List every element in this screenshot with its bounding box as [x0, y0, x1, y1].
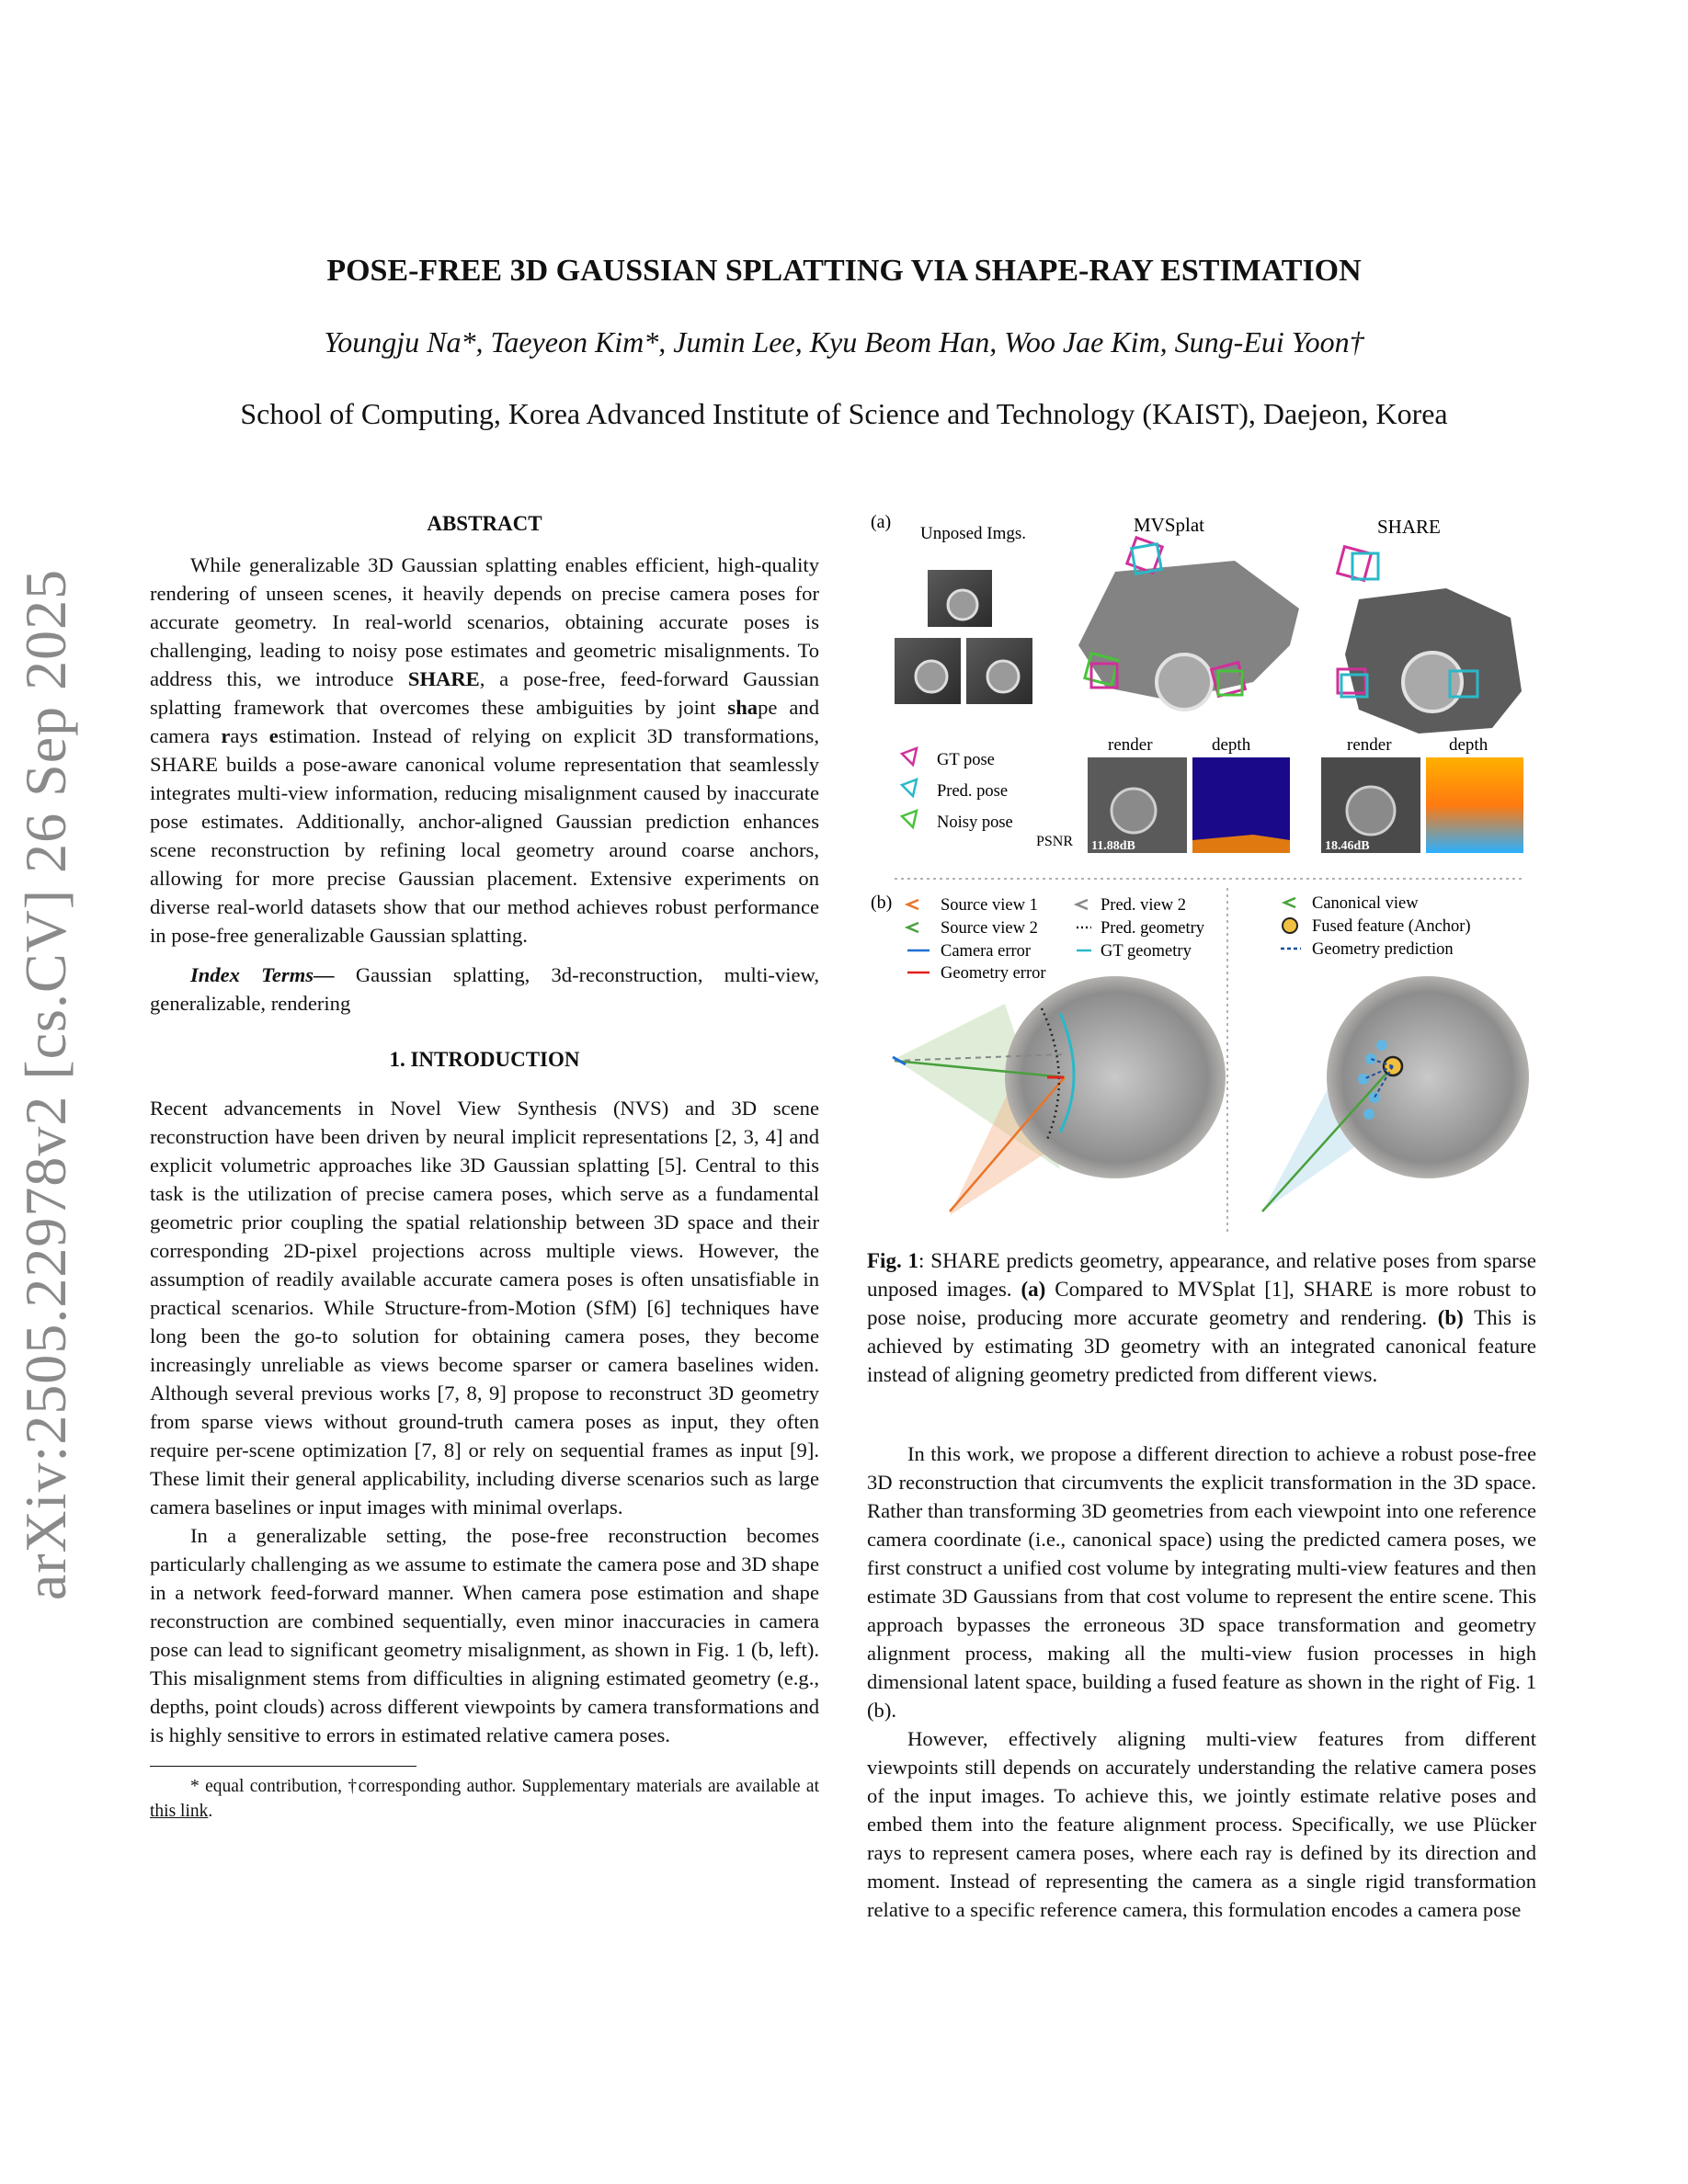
- fused-feature-label: Fused feature (Anchor): [1312, 917, 1471, 936]
- geometry-prediction-label: Geometry prediction: [1312, 940, 1454, 959]
- noisy-pose-legend: [902, 811, 1013, 832]
- canonical-view-icon: [1284, 898, 1295, 907]
- svg-text:Noisy pose: Noisy pose: [937, 813, 1013, 832]
- figure-caption: Fig. 1: SHARE predicts geometry, appearance, and relative poses from sparse unposed images. (a) Compared to MVSplat [1], SHARE is more robust to pose noise, producing more accurate geometry and rendering. (b) This is achieved by estimating 3D geometry with an integrated canonical feature instead of aligning geometry predicted from different views.: [867, 1249, 1537, 1386]
- share-label: SHARE: [1377, 516, 1441, 538]
- canonical-illustration: [1262, 976, 1529, 1211]
- intro-paragraph-2: In a generalizable setting, the pose-free reconstruction becomes particularly challenging as we assume to estimate the camera pose and 3D shape in a network feed-forward manner. When camera pose estimation and shape reconstruction are combined sequentially, even minor inaccuracies in camera pose can lead to significant geometry misalignment, as shown in Fig. 1 (b, left). This misalignment stems from difficulties in aligning estimated geometry (e.g., depths, point clouds) across different viewpoints by camera transformations and is highly sensitive to errors in estimated relative camera poses.: [150, 1524, 819, 1746]
- share-psnr: 18.46dB: [1325, 839, 1370, 853]
- paper-title: POSE-FREE 3D GAUSSIAN SPLATTING VIA SHAPE-RAY ESTIMATION: [326, 254, 1362, 288]
- psnr-label: PSNR: [1036, 834, 1074, 849]
- right-paragraph-2: However, effectively aligning multi-view features from different viewpoints still depends on accurately understanding the relative camera poses of the input images. To achieve this, we jointly estimate relative poses and embed them into the feature alignment process. Specifically, we use Plücker rays to represent camera poses, where each ray is defined by its direction and moment. Instead of representing the camera as a single rigid transformation relative to a specific reference camera, this formulation encodes a camera pose: [867, 1727, 1536, 1921]
- canonical-view-label: Canonical view: [1312, 894, 1419, 913]
- share-depth: [1426, 757, 1523, 853]
- abstract-text: While generalizable 3D Gaussian splatting enables efficient, high-quality rendering of unseen scenes, it heavily depends on precise camera poses for accurate geometry. In real-world scenarios, obtaining accurate poses is challenging, leading to noisy pose estimates and geometric misalignments. To address this, we introduce SHARE, a pose-free, feed-forward Gaussian splatting framework that overcomes these ambiguities by joint shape and camera rays estimation. Instead of relying on explicit 3D transformations, SHARE builds a pose-aware canonical volume representation that seamlessly integrates multi-view information, reducing misalignment caused by inaccurate pose estimates. Additionally, anchor-aligned Gaussian prediction enhances scene reconstruction by refining local geometry around coarse anchors, allowing for more precise Gaussian placement. Extensive experiments on diverse real-world datasets show that our method achieves robust performance in pose-free generalizable Gaussian splatting.: [150, 553, 820, 947]
- index-terms: Index Terms— Gaussian splatting, 3d-reconstruction, multi-view, generalizable, rendering: [150, 963, 819, 1015]
- supplementary-link[interactable]: this link: [150, 1802, 209, 1821]
- gt-geometry-label: GT geometry: [1101, 942, 1192, 961]
- share-reconstruction: [1338, 547, 1522, 734]
- render-label-share: render: [1347, 735, 1392, 755]
- right-paragraph-1: In this work, we propose a different direction to achieve a robust pose-free 3D reconstruction that circumvents the explicit transformation in the 3D space. Rather than transforming 3D geometries from each viewpoint into one reference camera coordinate (i.e., canonical space) using the predicted camera poses, we first construct a unified cost volume by integrating multi-view features and then estimate 3D Gaussians from that cost volume to represent the entire scene. This approach bypasses the erroneous 3D space transformation and geometry alignment process, making all the multi-view fusion processes in high dimensional latent space, building a fused feature as shown in the right of Fig. 1 (b).: [867, 1442, 1536, 1722]
- figure-1: [867, 507, 1536, 1243]
- panel-b-label: (b): [871, 893, 893, 913]
- camera-error-label: Camera error: [941, 942, 1032, 961]
- unposed-images-label: Unposed Imgs.: [920, 524, 1027, 543]
- depth-label-share: depth: [1449, 735, 1488, 755]
- misalignment-illustration: [893, 976, 1226, 1215]
- geometry-error-label: Geometry error: [941, 964, 1046, 983]
- unposed-image-right: [966, 638, 1032, 704]
- source-view-1-label: Source view 1: [941, 896, 1038, 915]
- footnote-rule: [150, 1766, 416, 1767]
- source-view-2-icon: [907, 923, 918, 932]
- mvsplat-reconstruction: [1078, 538, 1299, 710]
- panel-a-label: (a): [871, 512, 892, 532]
- mvsplat-label: MVSplat: [1134, 514, 1205, 536]
- left-column: [150, 509, 819, 1824]
- unposed-image-left: [895, 638, 961, 704]
- mvsplat-render: [1088, 757, 1187, 853]
- arxiv-identifier: arXiv:2505.22978v2 [cs.CV] 26 Sep 2025: [13, 568, 78, 1601]
- figure-1-graphic: [867, 507, 1536, 1243]
- intro-paragraph-1: Recent advancements in Novel View Synthesis (NVS) and 3D scene reconstruction have been driven by neural implicit representations [2, 3, 4] and explicit volumetric approaches like 3D Gaussian splatting [5]. Central to this task is the utilization of precise camera poses, which serve as a fundamental geometric prior coupling the spatial relationship between 3D space and their corresponding 2D-pixel projections across multiple views. However, the assumption of readily available accurate camera poses is often unsatisfiable in practical scenarios. While Structure-from-Motion (SfM) [6] techniques have long been the go-to solution for obtaining camera poses, they become increasingly unreliable as views become sparser or camera baselines widen. Although several previous works [7, 8, 9] propose to reconstruct 3D geometry from sparse views without ground-truth camera poses as input, they often require per-scene optimization [7, 8] or rely on sequential frames as input [9]. These limit their general applicability, including diverse scenarios such as large camera baselines or input images with minimal overlaps.: [150, 1097, 819, 1519]
- render-label-mvsplat: render: [1108, 735, 1153, 755]
- abstract-heading: ABSTRACT: [427, 512, 542, 535]
- source-view-1-icon: [907, 900, 918, 909]
- intro-heading: 1. INTRODUCTION: [389, 1048, 580, 1071]
- fused-feature-icon: [1283, 918, 1297, 933]
- depth-label-mvsplat: depth: [1212, 735, 1251, 755]
- unposed-image-top: [928, 570, 992, 627]
- pred-geometry-label: Pred. geometry: [1101, 919, 1205, 938]
- source-view-2-label: Source view 2: [941, 919, 1038, 938]
- svg-text:Pred. pose: Pred. pose: [937, 782, 1009, 801]
- share-render: [1321, 757, 1420, 853]
- mvsplat-depth: [1192, 757, 1290, 853]
- pred-view-2-icon: [1077, 900, 1088, 909]
- affiliation: School of Computing, Korea Advanced Institute of Science and Technology (KAIST), Daejeon, Korea: [240, 397, 1448, 430]
- author-list: Youngju Na*, Taeyeon Kim*, Jumin Lee, Kyu Beom Han, Woo Jae Kim, Sung-Eui Yoon†: [324, 325, 1364, 358]
- mvsplat-psnr: 11.88dB: [1091, 839, 1135, 853]
- legend-b: [907, 894, 1471, 983]
- pred-view-2-label: Pred. view 2: [1101, 896, 1186, 915]
- right-column: [867, 1439, 1536, 1924]
- svg-text:GT pose: GT pose: [937, 751, 995, 769]
- gt-pose-legend: [902, 748, 995, 769]
- pred-pose-legend: [902, 779, 1008, 801]
- footnote: * equal contribution, †corresponding author. Supplementary materials are available at this link.: [150, 1777, 819, 1821]
